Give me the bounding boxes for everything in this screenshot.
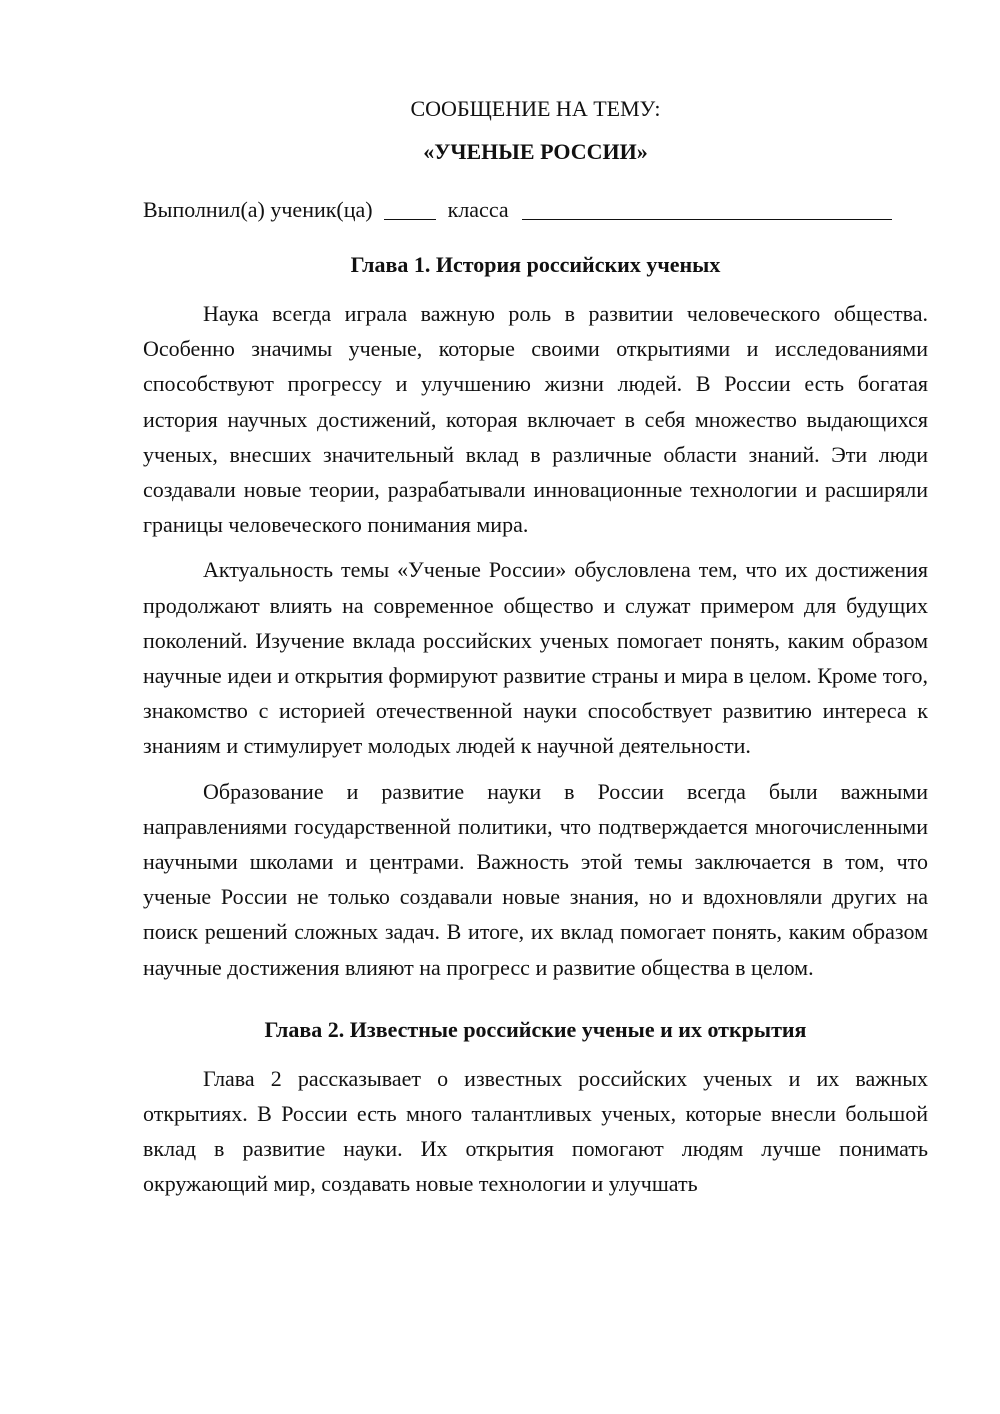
document-page <box>143 94 928 1202</box>
class-number-blank <box>384 199 436 220</box>
chapter-1-paragraph-3: Образование и развитие науки в России всегда были важными направлениями государственной политики, что подтверждается многочисленными научными школами и центрами. Важность этой темы заключается в том, что ученые России не только создавали новые знания, но и вдохновляли других на поиск решений сложных задач. В итоге, их вклад помогает понять, каким образом научные достижения влияют на прогресс и развитие общества в целом. <box>143 778 928 980</box>
student-name-blank <box>522 199 892 220</box>
performed-by-label: Выполнил(а) ученик(ца) <box>143 197 373 222</box>
chapter-1-heading: Глава 1. История российских ученых <box>350 252 721 277</box>
document-topic: «УЧЕНЫЕ РОССИИ» <box>423 139 648 164</box>
author-line <box>143 195 928 225</box>
class-label: класса <box>447 197 509 222</box>
document-title: СООБЩЕНИЕ НА ТЕМУ: <box>410 96 661 121</box>
chapter-1-paragraph-2: Актуальность темы «Ученые России» обусловлена тем, что их достижения продолжают влиять на современное общество и служат примером для будущих поколений. Изучение вклада российских ученых помогает понять, каким образом научные идеи и открытия формируют развитие страны и мира в целом. Кроме того, знакомство с историей отечественной науки способствует развитию интереса к знаниям и стимулирует молодых людей к научной деятельности. <box>143 557 928 759</box>
chapter-2-heading: Глава 2. Известные российские ученые и их открытия <box>264 1016 807 1042</box>
chapter-1-paragraph-1: Наука всегда играла важную роль в развитии человеческого общества. Особенно значимы ученые, которые своими открытиями и исследованиями способствуют прогрессу и улучшению жизни людей. В России есть богатая история научных достижений, которая включает в себя множество выдающихся ученых, внесших значительный вклад в различные области знаний. Эти люди создавали новые теории, разрабатывали инновационные технологии и расширяли границы человеческого понимания мира. <box>143 301 928 538</box>
chapter-2-paragraph-1: Глава 2 рассказывает о известных российских ученых и их важных открытиях. В России есть много талантливых ученых, которые внесли большой вклад в развитие науки. Их открытия помогают людям лучше понимать окружающий мир, создавать новые технологии и улучшать <box>143 1065 928 1197</box>
